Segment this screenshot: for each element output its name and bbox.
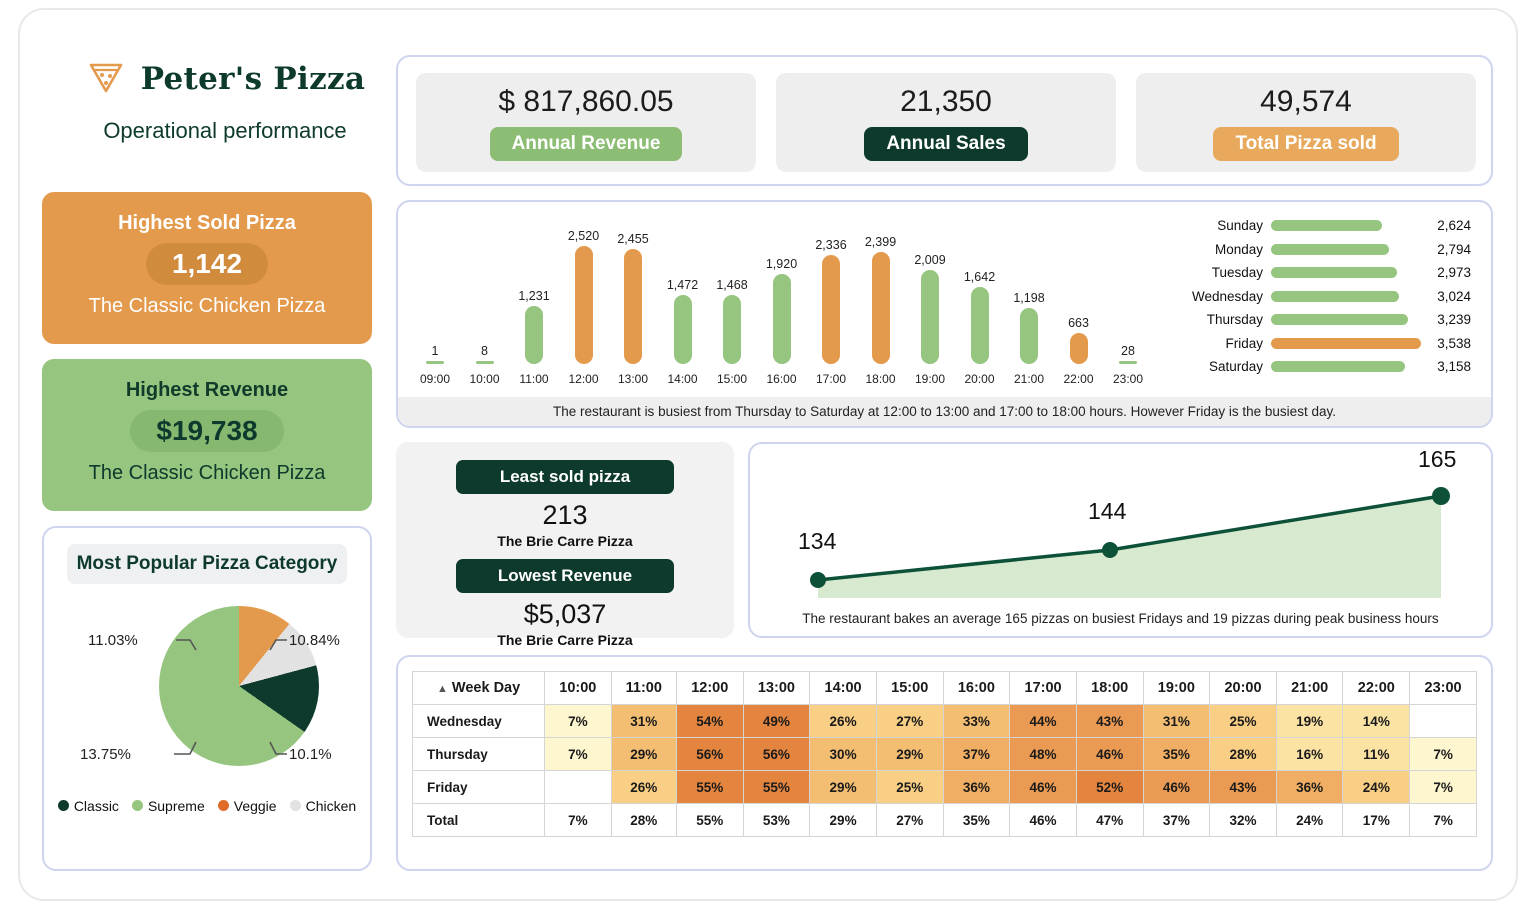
table-header-hour[interactable]: 15:00 — [876, 672, 943, 705]
page-title: Peter's Pizza — [140, 60, 366, 97]
weekday-row: Thursday 3,239 — [1206, 312, 1471, 328]
metric-label: Total Pizza sold — [1213, 127, 1398, 161]
table-cell-value: 43% — [1210, 771, 1277, 804]
heatmap-table — [412, 671, 1477, 837]
table-header-hour[interactable]: 20:00 — [1210, 672, 1277, 705]
pie-label-chicken: 10.1% — [289, 746, 332, 763]
table-cell-value: 49% — [743, 705, 810, 738]
metric-annual-revenue — [416, 73, 756, 172]
table-cell-value: 55% — [743, 771, 810, 804]
table-cell-value: 26% — [810, 705, 877, 738]
table-cell-value: 35% — [943, 804, 1010, 837]
table-cell-value: 16% — [1276, 738, 1343, 771]
trend-label-3: 165 — [1418, 446, 1457, 472]
table-header-hour[interactable]: 22:00 — [1343, 672, 1410, 705]
table-cell-value: 25% — [1210, 705, 1277, 738]
table-cell-value: 43% — [1076, 705, 1143, 738]
table-cell-weekday: Wednesday — [413, 705, 545, 738]
table-cell-value: 55% — [676, 771, 743, 804]
hourly-bar: 28 23:00 — [1112, 344, 1144, 386]
hourly-bar: 1,642 20:00 — [963, 270, 996, 386]
weekday-row: Friday 3,538 — [1225, 335, 1471, 351]
kpi-value: 1,142 — [146, 243, 268, 285]
table-cell-value: 48% — [1010, 738, 1077, 771]
table-cell-weekday: Friday — [413, 771, 545, 804]
pie-chart — [44, 584, 374, 784]
trend-line-chart — [750, 448, 1491, 608]
pie-legend — [44, 798, 370, 814]
table-cell-value: 56% — [743, 738, 810, 771]
pizza-slice-icon — [85, 55, 127, 102]
pie-chart-card — [42, 526, 372, 871]
hourly-bar: 8 10:00 — [469, 344, 500, 386]
hourly-bar: 1 09:00 — [419, 344, 451, 386]
least-sold-card — [396, 442, 734, 648]
table-cell-value: 28% — [611, 804, 676, 837]
table-cell-value — [545, 771, 612, 804]
table-cell-value: 28% — [1210, 738, 1277, 771]
table-cell-value: 55% — [676, 804, 743, 837]
hourly-bar: 2,399 18:00 — [864, 234, 897, 386]
metric-annual-sales — [776, 73, 1116, 172]
metric-total-pizza-sold — [1136, 73, 1476, 172]
table-cell-value: 7% — [1410, 771, 1477, 804]
hourly-bar: 2,009 19:00 — [914, 252, 946, 386]
least-sold-value: 213 — [542, 500, 588, 530]
hourly-bar: 1,231 11:00 — [518, 289, 550, 386]
metric-label: Annual Revenue — [490, 127, 683, 161]
pie-label-classic: 13.75% — [80, 746, 131, 763]
weekday-row: Wednesday 3,024 — [1191, 288, 1471, 304]
kpi-value: $19,738 — [130, 410, 283, 452]
hourly-bar: 1,198 21:00 — [1013, 290, 1045, 386]
weekday-bar-chart — [1175, 214, 1475, 379]
table-cell-value: 7% — [545, 804, 612, 837]
table-cell-value: 7% — [545, 705, 612, 738]
brand-header — [60, 55, 390, 144]
hourly-insight-note: The restaurant is busiest from Thursday to Saturday at 12:00 to 13:00 and 17:00 to 18:00 hours. However Friday is the busiest day. — [398, 397, 1491, 426]
table-cell-value: 32% — [1210, 804, 1277, 837]
table-cell-value: 11% — [1343, 738, 1410, 771]
kpi-highest-sold-pizza — [42, 192, 372, 344]
kpi-highest-revenue — [42, 359, 372, 511]
legend-item-classic: Classic — [58, 798, 119, 814]
heatmap-table-panel — [396, 655, 1493, 871]
table-cell-value: 46% — [1010, 771, 1077, 804]
table-cell-value: 25% — [876, 771, 943, 804]
table-cell-value: 37% — [943, 738, 1010, 771]
weekday-row: Sunday 2,624 — [1217, 218, 1471, 234]
table-header-hour[interactable]: 14:00 — [810, 672, 877, 705]
table-cell-value: 29% — [876, 738, 943, 771]
table-cell-value: 33% — [943, 705, 1010, 738]
hourly-bar: 1,472 14:00 — [666, 278, 699, 386]
table-cell-value: 36% — [943, 771, 1010, 804]
table-cell-value: 52% — [1076, 771, 1143, 804]
table-header-hour[interactable]: 17:00 — [1010, 672, 1077, 705]
lowest-revenue-value: $5,037 — [523, 599, 607, 629]
table-header-hour[interactable]: 16:00 — [943, 672, 1010, 705]
weekday-row: Tuesday 2,973 — [1211, 265, 1471, 281]
hourly-bar: 1,920 16:00 — [765, 257, 798, 386]
legend-item-chicken: Chicken — [290, 798, 357, 814]
metric-label: Annual Sales — [864, 127, 1027, 161]
pie-label-supreme: 11.03% — [88, 632, 138, 649]
table-header-hour[interactable]: 11:00 — [611, 672, 676, 705]
kpi-description: The Classic Chicken Pizza — [88, 462, 326, 484]
table-header-hour[interactable]: 21:00 — [1276, 672, 1343, 705]
table-row — [413, 771, 1477, 804]
table-cell-value: 30% — [810, 738, 877, 771]
hourly-bar: 1,468 15:00 — [716, 278, 748, 386]
lowest-revenue-label: Lowest Revenue — [456, 559, 674, 593]
table-cell-value: 24% — [1343, 771, 1410, 804]
table-cell-value: 54% — [676, 705, 743, 738]
hourly-bar: 663 22:00 — [1063, 315, 1094, 386]
dashboard-canvas — [20, 10, 1520, 903]
table-cell-value: 46% — [1076, 738, 1143, 771]
table-row — [413, 705, 1477, 738]
table-cell-value: 46% — [1143, 771, 1210, 804]
trend-insight-note: The restaurant bakes an average 165 pizzas on busiest Fridays and 19 pizzas during peak business hours — [802, 611, 1439, 626]
table-header-hour[interactable]: 19:00 — [1143, 672, 1210, 705]
weekday-row: Saturday 3,158 — [1208, 359, 1471, 375]
table-cell-value: 53% — [743, 804, 810, 837]
table-cell-value: 47% — [1076, 804, 1143, 837]
lowest-revenue-desc: The Brie Carre Pizza — [497, 632, 633, 648]
trend-chart-panel — [748, 442, 1493, 638]
table-cell-value: 24% — [1276, 804, 1343, 837]
table-cell-value: 17% — [1343, 804, 1410, 837]
least-sold-desc: The Brie Carre Pizza — [497, 533, 633, 549]
table-cell-value: 29% — [810, 771, 877, 804]
pie-chart-title: Most Popular Pizza Category — [67, 544, 347, 584]
metric-value: 21,350 — [900, 85, 992, 118]
table-cell-value: 36% — [1276, 771, 1343, 804]
table-cell-value: 27% — [876, 705, 943, 738]
hourly-chart-panel — [396, 200, 1493, 428]
table-cell-value: 35% — [1143, 738, 1210, 771]
kpi-title: Highest Sold Pizza — [118, 212, 296, 234]
table-header-weekday[interactable]: ▲ Week Day — [413, 672, 545, 705]
table-cell-value: 26% — [611, 771, 676, 804]
trend-label-2: 144 — [1088, 498, 1127, 524]
table-cell-value: 37% — [1143, 804, 1210, 837]
table-cell-value: 56% — [676, 738, 743, 771]
table-cell-weekday: Total — [413, 804, 545, 837]
pie-label-veggie: 10.84% — [289, 632, 340, 649]
table-cell-value: 7% — [545, 738, 612, 771]
hourly-bar: 2,520 12:00 — [567, 229, 600, 386]
trend-label-1: 134 — [798, 528, 837, 554]
table-header-hour[interactable]: 12:00 — [676, 672, 743, 705]
table-cell-value: 27% — [876, 804, 943, 837]
table-row — [413, 738, 1477, 771]
legend-item-supreme: Supreme — [132, 798, 205, 814]
table-header-hour[interactable]: 10:00 — [545, 672, 612, 705]
hourly-bar-chart — [412, 210, 1172, 390]
table-header-hour[interactable]: 13:00 — [743, 672, 810, 705]
table-cell-value: 44% — [1010, 705, 1077, 738]
least-sold-label: Least sold pizza — [456, 460, 674, 494]
metric-value: 49,574 — [1260, 85, 1352, 118]
table-cell-value: 7% — [1410, 738, 1477, 771]
page-subtitle: Operational performance — [103, 118, 347, 143]
hourly-bar: 2,455 13:00 — [617, 232, 649, 386]
table-cell-value: 19% — [1276, 705, 1343, 738]
kpi-title: Highest Revenue — [125, 379, 289, 401]
legend-item-veggie: Veggie — [218, 798, 277, 814]
table-cell-value: 14% — [1343, 705, 1410, 738]
table-cell-value: 31% — [1143, 705, 1210, 738]
table-header-hour[interactable]: 18:00 — [1076, 672, 1143, 705]
metrics-panel — [396, 55, 1493, 186]
table-cell-value — [1410, 705, 1477, 738]
table-cell-value: 29% — [611, 738, 676, 771]
table-cell-value: 46% — [1010, 804, 1077, 837]
dashboard-frame — [18, 8, 1518, 901]
table-cell-value: 31% — [611, 705, 676, 738]
table-cell-weekday: Thursday — [413, 738, 545, 771]
table-row — [413, 804, 1477, 837]
table-cell-value: 29% — [810, 804, 877, 837]
metric-value: $ 817,860.05 — [498, 85, 674, 118]
weekday-row: Monday 2,794 — [1214, 241, 1471, 257]
kpi-description: The Classic Chicken Pizza — [88, 295, 326, 317]
table-cell-value: 7% — [1410, 804, 1477, 837]
hourly-bar: 2,336 17:00 — [815, 237, 847, 386]
table-header-hour[interactable]: 23:00 — [1410, 672, 1477, 705]
